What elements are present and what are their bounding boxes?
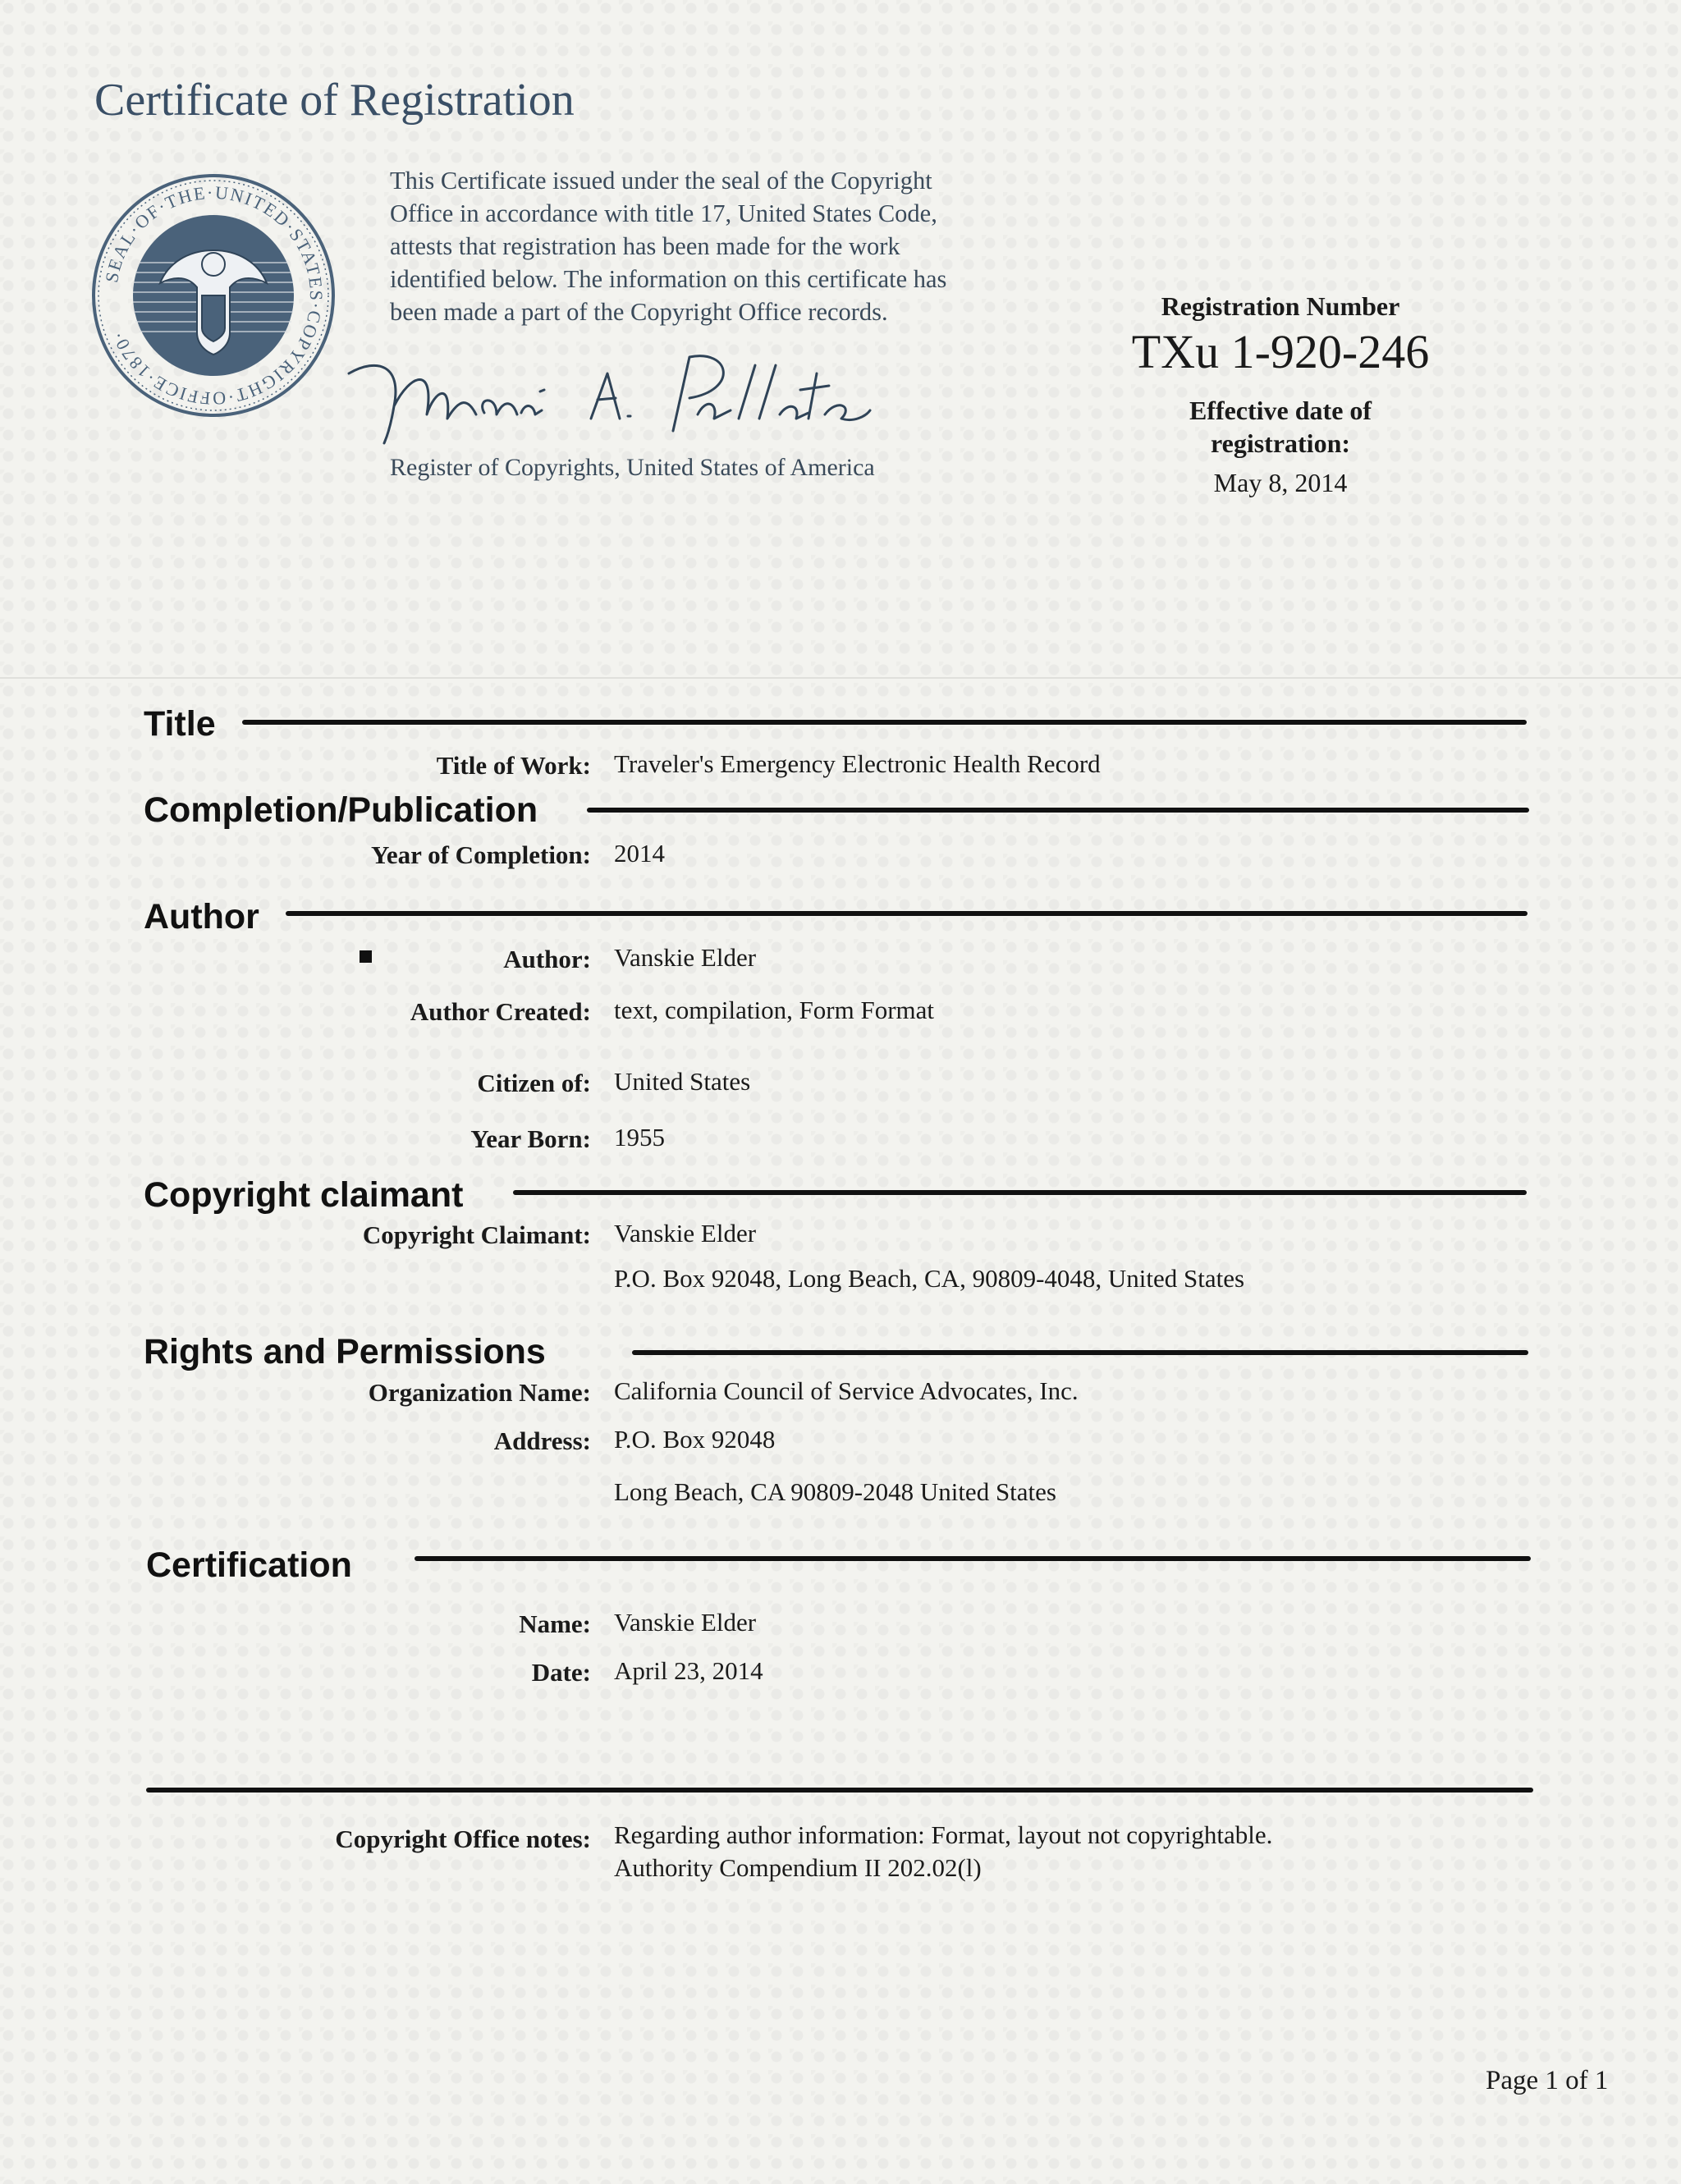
certification-date-value: April 23, 2014 — [614, 1656, 763, 1685]
author-label: Author: — [503, 945, 591, 973]
certification-name-value: Vanskie Elder — [614, 1608, 757, 1637]
copyright-claimant-label: Copyright Claimant: — [362, 1220, 591, 1249]
title-of-work-label: Title of Work: — [436, 751, 591, 780]
register-of-copyrights: Register of Copyrights, United States of America — [390, 454, 875, 481]
author-value: Vanskie Elder — [614, 943, 757, 972]
copyright-office-seal — [90, 172, 337, 419]
effective-date-label-line: registration: — [1210, 428, 1351, 458]
claimant-address-value: P.O. Box 92048, Long Beach, CA, 90809-4048, United States — [614, 1264, 1245, 1293]
copyright-office-notes-line2: Authority Compendium II 202.02(l) — [614, 1853, 982, 1882]
citizen-of-label: Citizen of: — [477, 1069, 591, 1097]
section-rights-heading: Rights and Permissions — [144, 1332, 546, 1371]
certification-date-label: Date: — [531, 1658, 591, 1687]
section-divider — [415, 1556, 1531, 1561]
section-divider — [242, 720, 1527, 725]
intro-line: been made a part of the Copyright Office records. — [390, 298, 888, 326]
section-claimant-heading: Copyright claimant — [144, 1175, 464, 1215]
citizen-of-value: United States — [614, 1067, 751, 1096]
organization-name-label: Organization Name: — [368, 1378, 591, 1407]
svg-text:SEAL·OF·THE·UNITED·STATES·COPY: SEAL·OF·THE·UNITED·STATES·COPYRIGHT·OFFICE·1870· — [101, 181, 327, 410]
section-divider — [587, 808, 1529, 813]
organization-name-value: California Council of Service Advocates, Inc. — [614, 1376, 1079, 1405]
registration-number: TXu 1-920-246 — [1131, 325, 1430, 378]
copyright-office-notes-line1: Regarding author information: Format, layout not copyrightable. — [614, 1820, 1273, 1849]
section-certification-heading: Certification — [146, 1545, 352, 1585]
section-title-heading: Title — [144, 704, 216, 744]
registration-number-label: Registration Number — [1161, 291, 1400, 321]
address-line2-value: Long Beach, CA 90809-2048 United States — [614, 1477, 1056, 1506]
author-created-value: text, compilation, Form Format — [614, 996, 935, 1024]
notes-divider — [146, 1788, 1533, 1793]
section-divider — [632, 1350, 1528, 1355]
intro-line: identified below. The information on this certificate has — [390, 265, 947, 293]
address-line1-value: P.O. Box 92048 — [614, 1425, 776, 1454]
copyright-office-notes-label: Copyright Office notes: — [335, 1825, 591, 1853]
section-completion-heading: Completion/Publication — [144, 790, 538, 830]
section-author-heading: Author — [144, 897, 259, 936]
register-signature — [345, 341, 878, 456]
year-of-completion-value: 2014 — [614, 839, 665, 868]
title-of-work-value: Traveler's Emergency Electronic Health Record — [614, 749, 1101, 778]
certificate-intro — [390, 164, 1014, 328]
address-label: Address: — [493, 1426, 591, 1455]
copyright-claimant-value: Vanskie Elder — [614, 1219, 757, 1248]
effective-date: May 8, 2014 — [1213, 468, 1348, 497]
year-of-completion-label: Year of Completion: — [370, 840, 591, 869]
intro-line: attests that registration has been made for the work — [390, 232, 900, 260]
certification-name-label: Name: — [519, 1609, 591, 1638]
intro-line: Office in accordance with title 17, United States Code, — [390, 199, 937, 227]
effective-date-label-line: Effective date of — [1189, 396, 1372, 425]
year-born-value: 1955 — [614, 1123, 665, 1152]
effective-date-label — [1116, 394, 1445, 460]
year-born-label: Year Born: — [470, 1124, 591, 1153]
author-created-label: Author Created: — [410, 997, 591, 1026]
page-number: Page 1 of 1 — [1486, 2066, 1609, 2095]
section-divider — [286, 911, 1528, 916]
certificate-title: Certificate of Registration — [94, 75, 575, 126]
intro-line: This Certificate issued under the seal of the Copyright — [390, 167, 932, 195]
section-divider — [513, 1190, 1527, 1195]
paper-fold-line — [0, 677, 1681, 679]
